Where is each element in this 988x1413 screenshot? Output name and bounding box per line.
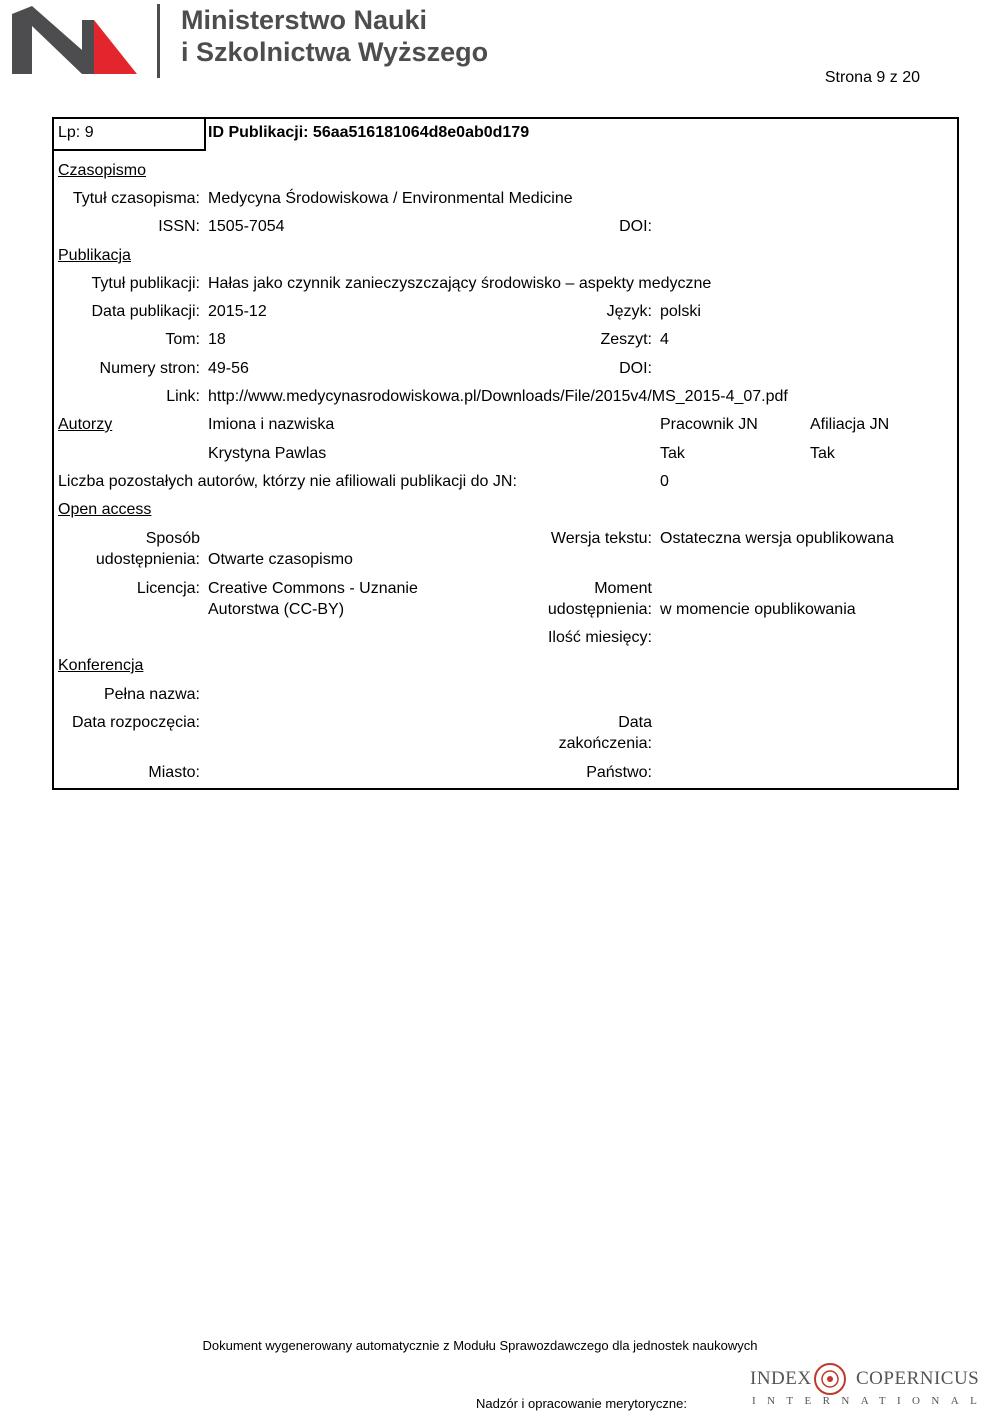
journal-title-value: Medycyna Środowiskowa / Environmental Medicine (208, 190, 573, 207)
oa-version-value: Ostateczna wersja opublikowana (660, 530, 894, 547)
journal-title-label: Tytuł czasopisma: (72, 190, 200, 207)
ic-logo-right: COPERNICUS (856, 1368, 980, 1389)
ic-emblem-icon (813, 1362, 847, 1396)
pages-label: Numery stron: (99, 360, 200, 377)
oa-mode-label-2: udostępnienia: (95, 551, 200, 568)
page-number: Strona 9 z 20 (824, 69, 920, 86)
conf-end-label-2: zakończenia: (558, 735, 652, 752)
footer-supervision-label: Nadzór i opracowanie merytoryczne: (476, 1396, 687, 1411)
author-employee: Tak (660, 445, 685, 462)
index-copernicus-logo (750, 1362, 988, 1412)
pub-date-value: 2015-12 (208, 303, 267, 320)
issn-value: 1505-7054 (208, 218, 285, 235)
issn-label: ISSN: (158, 218, 200, 235)
oa-months-label: Ilość miesięcy: (547, 629, 652, 646)
oa-version-label: Wersja tekstu: (550, 530, 652, 547)
ministry-name-line2: i Szkolnictwa Wyższego (181, 37, 489, 67)
link-label: Link: (166, 388, 200, 405)
pub-title-value: Hałas jako czynnik zanieczyszczający środowisko – aspekty medyczne (208, 275, 712, 292)
conf-end-label-1: Data (618, 714, 652, 731)
section-open-access: Open access (58, 501, 152, 518)
issue-value: 4 (660, 331, 669, 348)
author-affiliation: Tak (810, 445, 835, 462)
section-autorzy: Autorzy (58, 416, 113, 433)
conf-name-label: Pełna nazwa: (103, 686, 200, 703)
authors-col-affiliation: Afiliacja JN (810, 416, 890, 433)
conf-country-label: Państwo: (586, 764, 652, 781)
header-divider (157, 4, 160, 78)
language-label: Język: (606, 303, 652, 320)
author-name: Krystyna Pawlas (208, 445, 327, 462)
conf-start-label: Data rozpoczęcia: (71, 714, 200, 731)
oa-license-value-2: Autorstwa (CC-BY) (208, 601, 345, 618)
section-publikacja: Publikacja (58, 247, 131, 264)
link-value[interactable]: http://www.medycynasrodowiskowa.pl/Downloads/File/2015v4/MS_2015-4_07.pdf (208, 388, 788, 405)
issue-label: Zeszyt: (600, 331, 652, 348)
tom-label: Tom: (165, 331, 200, 348)
oa-mode-label-1: Sposób (145, 530, 200, 547)
ministry-logo (12, 6, 137, 74)
ministry-name-line1: Ministerstwo Nauki (181, 5, 428, 35)
ic-logo-sub: INTERNATIONAL (752, 1395, 988, 1407)
ic-logo-left: INDEX (750, 1368, 812, 1389)
oa-license-value-1: Creative Commons - Uznanie (208, 580, 418, 597)
oa-mode-value: Otwarte czasopismo (208, 551, 353, 568)
language-value: polski (660, 303, 701, 320)
oa-moment-label-1: Moment (594, 580, 652, 597)
other-authors-label: Liczba pozostałych autorów, którzy nie afiliowali publikacji do JN: (58, 473, 517, 490)
pages-value: 49-56 (208, 360, 249, 377)
pub-date-label: Data publikacji: (91, 303, 200, 320)
section-czasopismo: Czasopismo (58, 162, 147, 179)
authors-col-employee: Pracownik JN (660, 416, 758, 433)
publication-id: ID Publikacji: 56aa516181064d8e0ab0d179 (208, 124, 530, 141)
journal-doi-label: DOI: (619, 218, 652, 235)
other-authors-value: 0 (660, 473, 669, 490)
conf-city-label: Miasto: (148, 764, 200, 781)
oa-moment-value: w momencie opublikowania (660, 601, 856, 618)
oa-license-label: Licencja: (136, 580, 200, 597)
footer-generated-note: Dokument wygenerowany automatycznie z Modułu Sprawozdawczego dla jednostek naukowych (202, 1338, 758, 1353)
pub-doi-label: DOI: (619, 360, 652, 377)
section-konferencja: Konferencja (58, 657, 144, 674)
tom-value: 18 (208, 331, 226, 348)
pub-title-label: Tytuł publikacji: (91, 275, 200, 292)
ministry-name (181, 4, 488, 68)
oa-moment-label-2: udostępnienia: (547, 601, 652, 618)
record-lp: Lp: 9 (58, 124, 94, 141)
authors-col-name: Imiona i nazwiska (208, 416, 335, 433)
